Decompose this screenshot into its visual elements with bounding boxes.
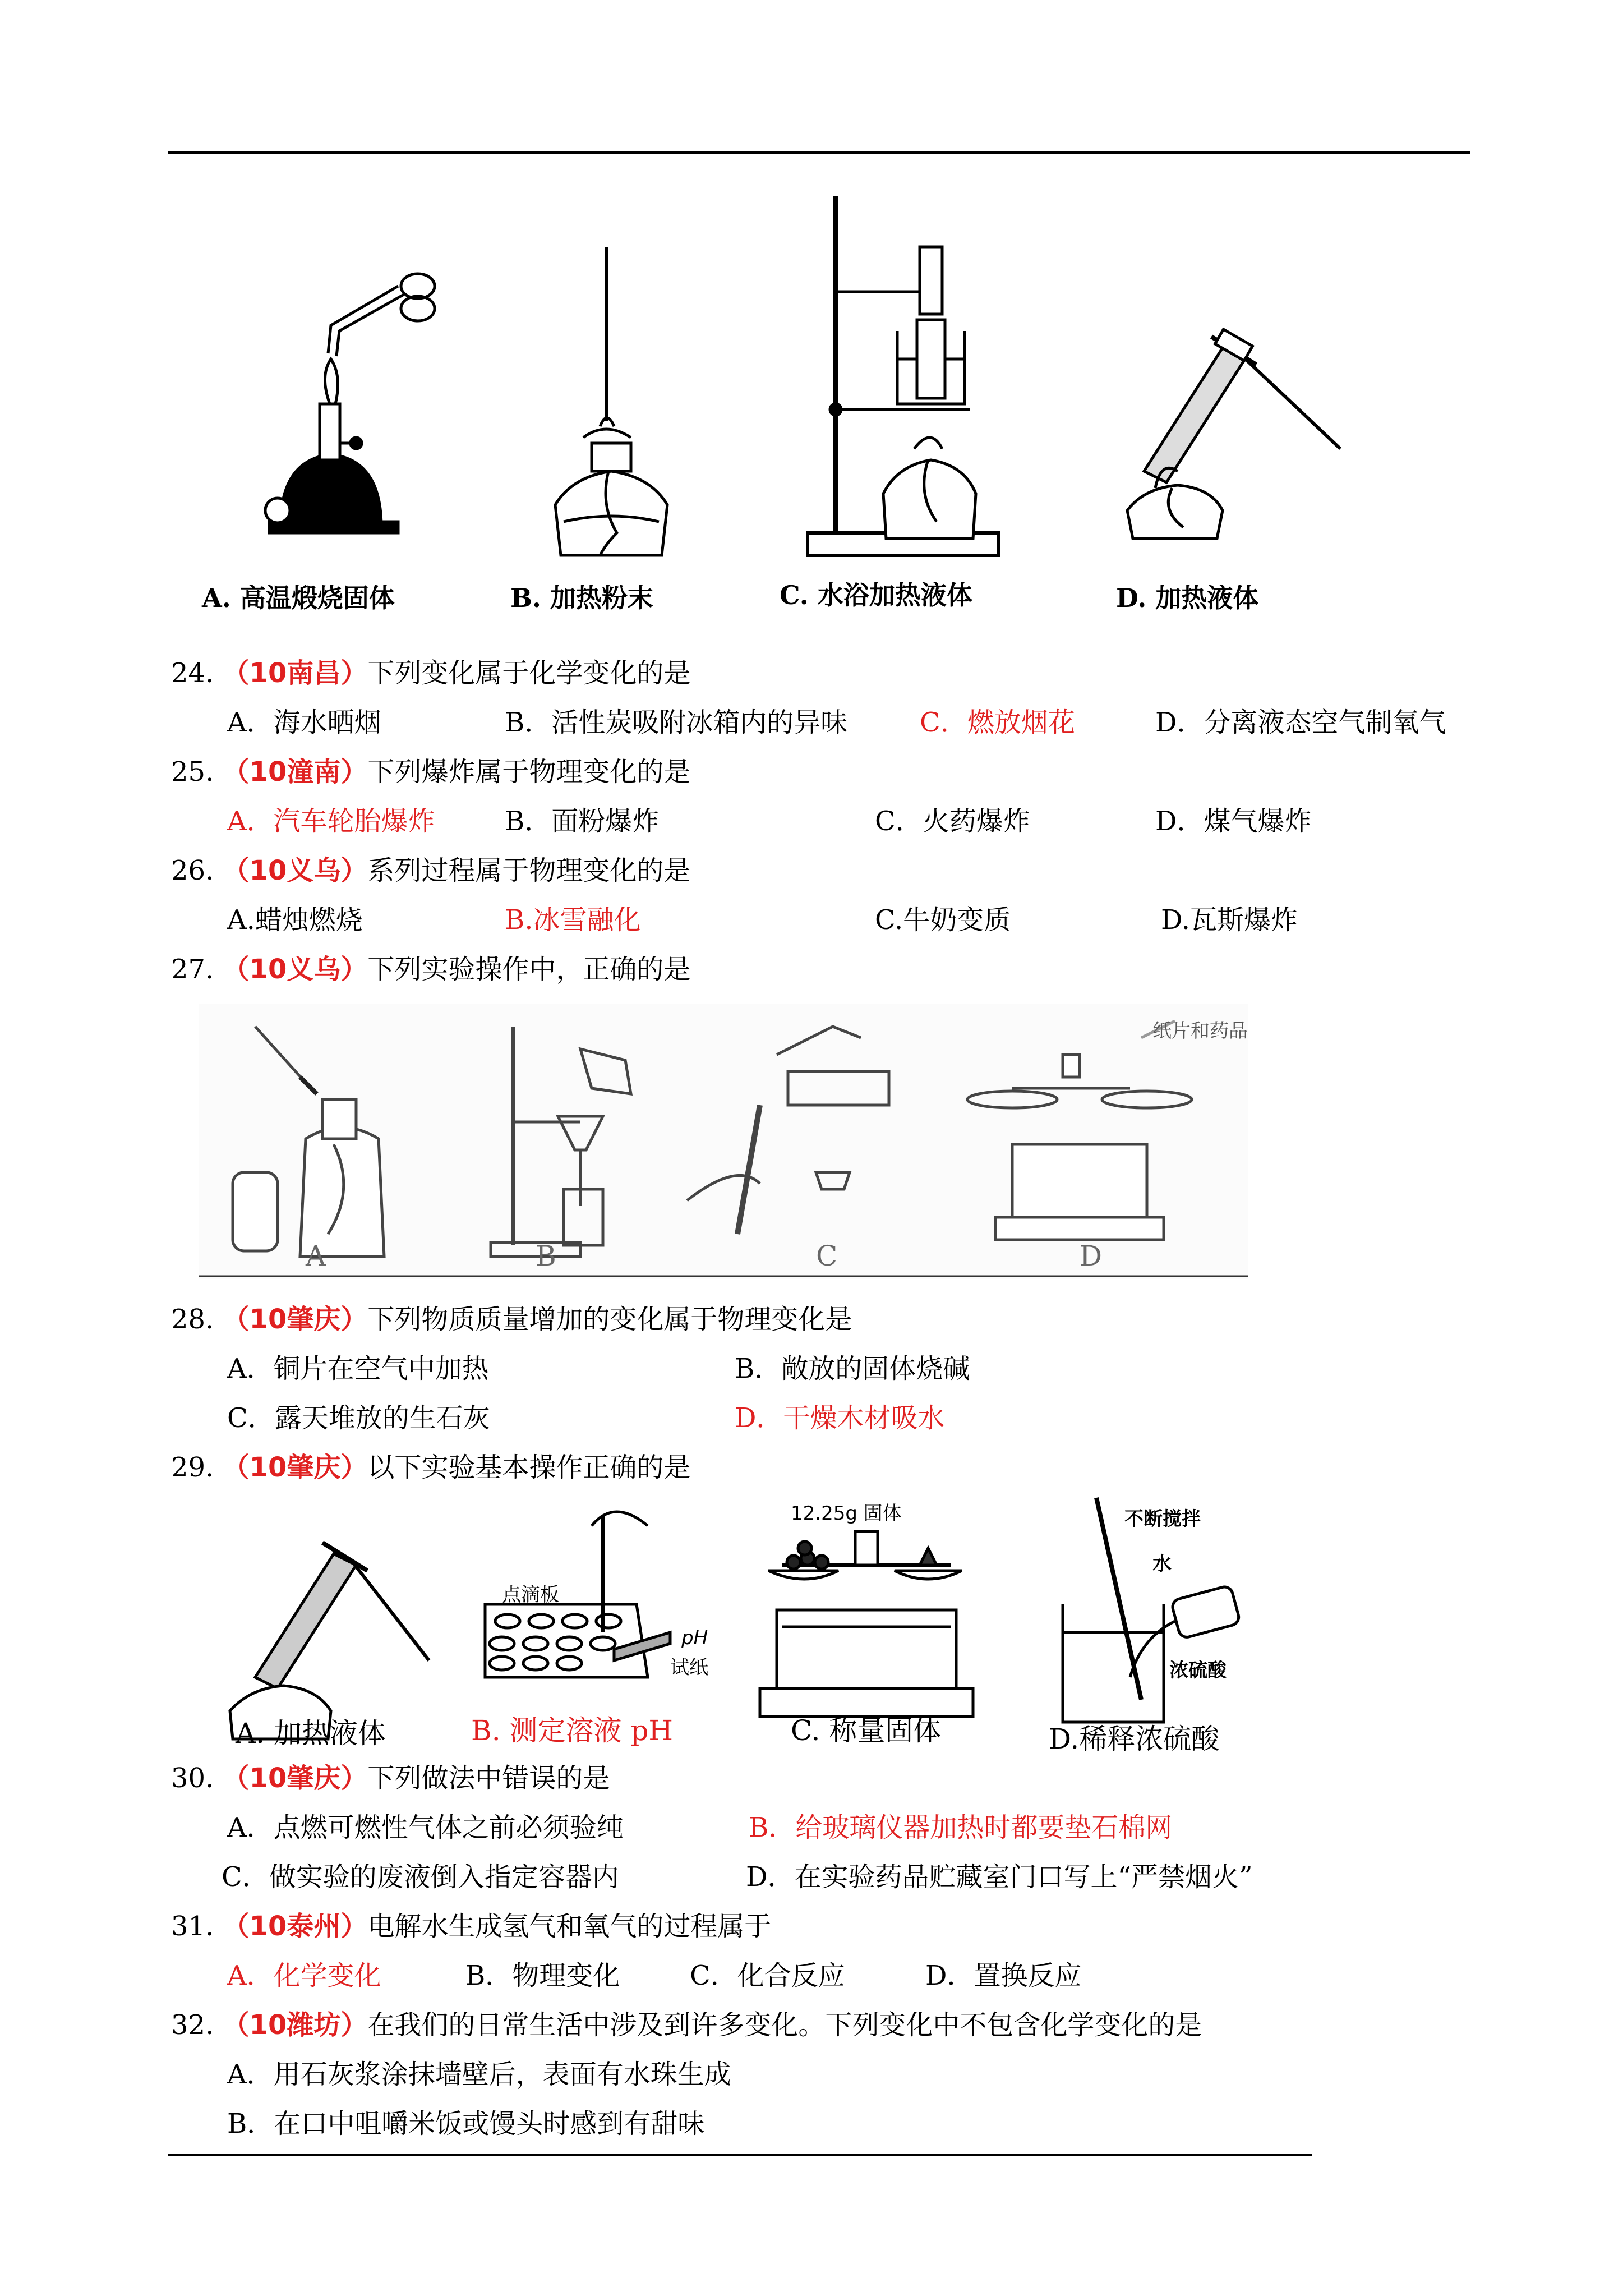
question-number: 32. — [171, 2009, 214, 2041]
q30-option-c[interactable]: C．做实验的废液倒入指定容器内 — [222, 1861, 619, 1893]
figure-apparatus-c — [802, 191, 1004, 561]
question-30 — [171, 1761, 610, 1795]
question-number: 28. — [171, 1304, 214, 1335]
question-source: （10泰州） — [222, 1911, 368, 1942]
figure-apparatus-b — [538, 241, 684, 567]
q26-option-d[interactable]: D.瓦斯爆炸 — [1161, 904, 1298, 936]
question-source: （10肇庆） — [222, 1763, 368, 1794]
annotation-water: 水 — [1152, 1553, 1172, 1575]
annotation-stir: 不断搅拌 — [1124, 1508, 1201, 1530]
question-stem: 下列变化属于化学变化的是 — [367, 657, 691, 689]
question-26 — [171, 854, 690, 887]
question-29 — [171, 1451, 690, 1484]
question-source: （10南昌） — [222, 657, 368, 689]
footer-rule — [168, 2154, 1312, 2156]
question-source: （10肇庆） — [222, 1452, 368, 1483]
question-stem: 以下实验基本操作正确的是 — [367, 1452, 691, 1483]
q28-option-d[interactable]: D．干燥木材吸水 — [735, 1402, 945, 1434]
header-rule — [168, 151, 1470, 154]
question-source: （10潍坊） — [222, 2009, 368, 2041]
figure-apparatus-a — [258, 264, 449, 555]
question-number: 25. — [171, 756, 214, 788]
question-stem: 在我们的日常生活中涉及到许多变化。下列变化中不包含化学变化的是 — [367, 2009, 1202, 2041]
q25-option-a[interactable]: A．汽车轮胎爆炸 — [227, 806, 435, 837]
question-number: 24. — [171, 657, 214, 689]
question-number: 29. — [171, 1452, 214, 1483]
q25-option-d[interactable]: D．煤气爆炸 — [1155, 806, 1312, 837]
q30-option-a[interactable]: A．点燃可燃性气体之前必须验纯 — [227, 1812, 624, 1843]
question-source: （10义乌） — [222, 855, 368, 886]
q29-label-b[interactable]: B. 测定溶液 pH — [471, 1714, 674, 1747]
q28-option-a[interactable]: A．铜片在空气中加热 — [227, 1353, 489, 1384]
fig27-label-b: B — [536, 1240, 556, 1272]
q25-option-b[interactable]: B．面粉爆炸 — [505, 806, 660, 837]
question-source: （10肇庆） — [222, 1304, 368, 1335]
q29-label-c[interactable]: C. 称量固体 — [791, 1714, 942, 1747]
question-source: （10潼南） — [222, 756, 368, 788]
question-31 — [171, 1910, 771, 1943]
figure-apparatus-d — [1110, 303, 1368, 550]
q31-option-c[interactable]: C．化合反应 — [690, 1960, 845, 1991]
q24-option-a[interactable]: A．海水晒烟 — [227, 707, 381, 738]
question-stem: 下列爆炸属于物理变化的是 — [367, 756, 691, 788]
q25-option-c[interactable]: C．火药爆炸 — [875, 806, 1030, 837]
fig27-label-c: C — [816, 1240, 838, 1272]
question-stem: 下列实验操作中，正确的是 — [367, 954, 691, 985]
q32-option-a[interactable]: A．用石灰浆涂抹墙壁后，表面有水珠生成 — [227, 2059, 731, 2090]
caption-a: A. 高温煅烧固体 — [202, 583, 395, 613]
annotation-spot-plate: 点滴板 — [502, 1584, 559, 1606]
q29-label-a[interactable]: A. 加热液体 — [236, 1717, 386, 1750]
annotation-solid: 12.25g 固体 — [791, 1502, 902, 1525]
annotation-test-paper: 试纸 — [670, 1657, 708, 1679]
question-number: 31. — [171, 1911, 214, 1942]
fig27-label-d: D — [1080, 1240, 1103, 1272]
question-28 — [171, 1303, 852, 1336]
q24-option-d[interactable]: D．分离液态空气制氧气 — [1155, 707, 1446, 738]
q28-option-c[interactable]: C．露天堆放的生石灰 — [227, 1402, 490, 1434]
q26-option-c[interactable]: C.牛奶变质 — [875, 904, 1011, 936]
figure-q29 — [222, 1492, 1276, 1745]
question-number: 30. — [171, 1763, 214, 1794]
q24-option-b[interactable]: B．活性炭吸附冰箱内的异味 — [505, 707, 848, 738]
question-stem: 系列过程属于物理变化的是 — [367, 855, 691, 886]
q31-option-b[interactable]: B．物理变化 — [465, 1960, 620, 1991]
q28-option-b[interactable]: B．敞放的固体烧碱 — [735, 1353, 970, 1384]
q30-option-b[interactable]: B．给玻璃仪器加热时都要垫石棉网 — [749, 1812, 1173, 1843]
caption-b: B. 加热粉末 — [510, 583, 653, 613]
question-25 — [171, 755, 690, 789]
question-stem: 电解水生成氢气和氧气的过程属于 — [367, 1911, 772, 1942]
question-stem: 下列物质质量增加的变化属于物理变化是 — [367, 1304, 852, 1335]
q31-option-a[interactable]: A．化学变化 — [227, 1960, 381, 1991]
question-stem: 下列做法中错误的是 — [367, 1763, 610, 1794]
q24-option-c[interactable]: C．燃放烟花 — [920, 707, 1075, 738]
fig27-label-a: A — [306, 1240, 326, 1272]
q32-option-b[interactable]: B．在口中咀嚼米饭或馒头时感到有甜味 — [227, 2108, 705, 2139]
annotation-ph: pH — [681, 1627, 708, 1649]
question-27 — [171, 953, 690, 986]
q31-option-d[interactable]: D．置换反应 — [925, 1960, 1082, 1991]
caption-c: C. 水浴加热液体 — [780, 580, 972, 610]
question-32 — [171, 2008, 1202, 2042]
question-24 — [171, 656, 690, 690]
question-source: （10义乌） — [222, 954, 368, 985]
q29-label-d[interactable]: D.稀释浓硫酸 — [1049, 1723, 1220, 1755]
q26-option-a[interactable]: A.蜡烛燃烧 — [227, 904, 363, 936]
caption-d: D. 加热液体 — [1116, 583, 1259, 613]
figure-q27 — [199, 1004, 1248, 1279]
q30-option-d[interactable]: D．在实验药品贮藏室门口写上“严禁烟火” — [746, 1861, 1253, 1893]
q26-option-b[interactable]: B.冰雪融化 — [505, 904, 641, 936]
question-number: 27. — [171, 954, 214, 985]
annotation-conc-acid: 浓硫酸 — [1169, 1659, 1227, 1682]
question-number: 26. — [171, 855, 214, 886]
annotation-paper-and-chemical: 纸片和药品 — [1152, 1020, 1248, 1042]
